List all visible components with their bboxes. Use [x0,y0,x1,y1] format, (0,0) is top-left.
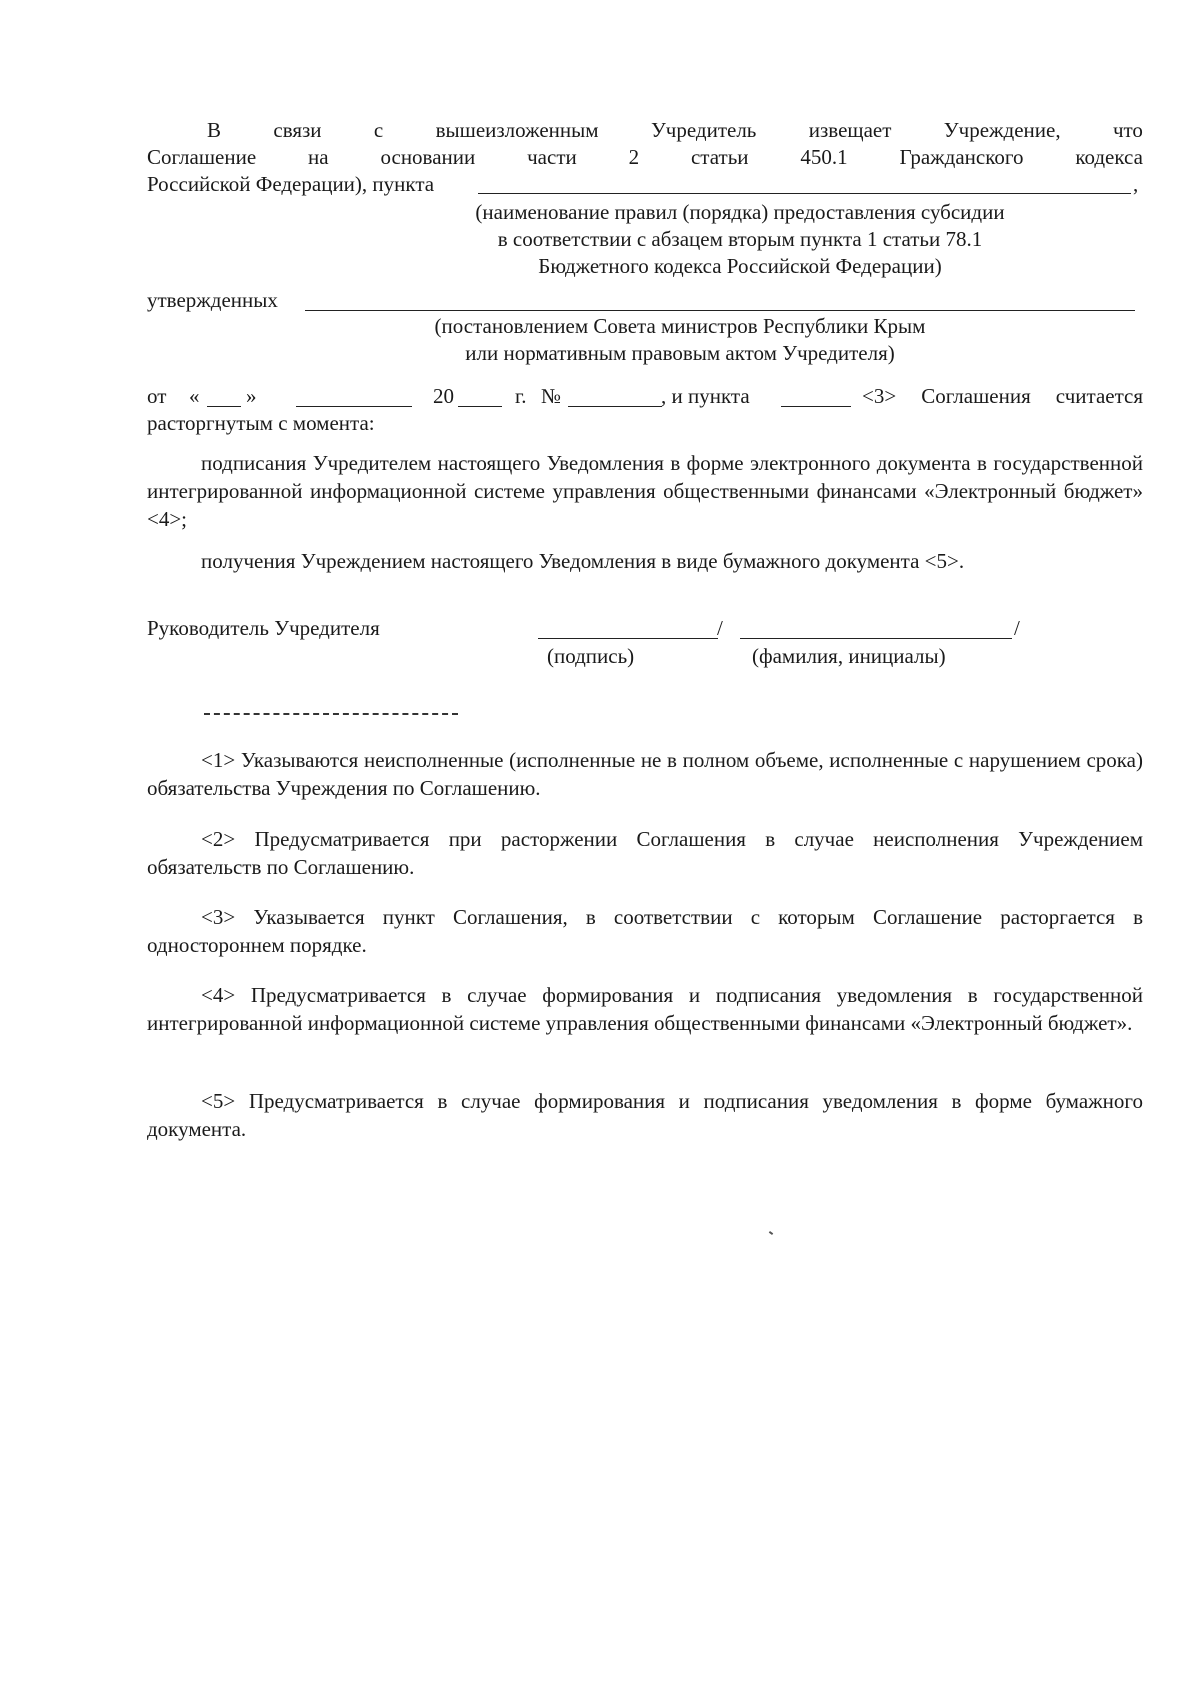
intro-word: кодекса [1075,145,1143,169]
rules-name-blank [478,193,1131,194]
year-suffix: г. [515,384,527,408]
approved-label: утвержденных [147,288,278,312]
signature-caption: (подпись) [547,644,635,668]
signature-blank [538,638,718,639]
date-open-quote: « [189,384,200,408]
intro-word: на [308,145,329,169]
option-paper [147,547,1143,575]
intro-word: Учредитель [650,118,757,142]
footnote-separator [204,713,458,715]
line-comma: , [1133,172,1139,196]
caption-line: (постановлением Совета министров Республики Крым [434,314,926,338]
intro-line-1 [207,117,1143,144]
number-sign: № [541,384,562,408]
footnote-text: <4> Предусматривается в случае формирования и подписания уведомления в государственной интегрированной информационной системе управления общественными финансами «Электронный бюджет». [147,983,1143,1035]
footnote-5 [147,1087,1143,1143]
option-electronic [147,449,1143,533]
day-blank [207,406,241,407]
intro-word: Гражданского [899,145,1024,169]
number-blank [568,406,662,407]
footnote-1 [147,746,1143,802]
intro-word: Учреждение, [943,118,1061,142]
intro-word: что [1112,118,1143,142]
caption-line: Бюджетного кодекса Российской Федерации) [538,254,942,278]
month-blank [296,406,412,407]
signature-slash: / [717,616,723,640]
footnote-text: <3> Указывается пункт Соглашения, в соответствии с которым Соглашение расторгается в одностороннем порядке. [147,905,1143,957]
intro-line-2 [147,144,1143,171]
intro-word: с [373,118,384,142]
intro-word: Соглашение [147,145,257,169]
footnote-2 [147,825,1143,881]
and-item-text: , и пункта [661,384,750,408]
intro-word: извещает [808,118,892,142]
scan-mark [769,1231,773,1235]
item-blank [781,406,851,407]
intro-word: статьи [690,145,749,169]
rules-caption [420,199,1060,280]
option-paper-text: получения Учреждением настоящего Уведомления в виде бумажного документа <5>. [201,549,965,573]
approved-by-blank [305,310,1135,311]
date-from: от [147,384,167,408]
caption-line: или нормативным правовым актом Учредителя) [465,341,895,365]
caption-line: (наименование правил (порядка) предоставления субсидии [475,200,1005,224]
intro-word: части [527,145,577,169]
intro-word: 2 [628,145,640,169]
footnote-3 [147,903,1143,959]
year-blank [458,406,502,407]
name-slash: / [1014,616,1020,640]
date-line-tail: <3> Соглашения считается [862,384,1143,408]
name-blank [740,638,1012,639]
intro-word: В [207,118,222,142]
year-prefix: 20 [433,384,454,408]
footnote-4 [147,981,1143,1037]
date-close-quote: » [246,384,257,408]
footnote-text: <1> Указываются неисполненные (исполненные не в полном объеме, исполненные с нарушением срока) обязательства Учреждения по Соглашению. [147,748,1143,800]
intro-word: основании [380,145,476,169]
intro-word: 450.1 [800,145,848,169]
name-caption: (фамилия, инициалы) [752,644,946,668]
caption-line: в соответствии с абзацем вторым пункта 1 статьи 78.1 [497,227,983,251]
head-label: Руководитель Учредителя [147,616,380,640]
intro-word: связи [273,118,322,142]
footnote-text: <2> Предусматривается при расторжении Соглашения в случае неисполнения Учреждением обязательств по Соглашению. [147,827,1143,879]
intro-line-3: Российской Федерации), пункта [147,172,435,196]
approved-caption [380,313,980,367]
option-electronic-text: подписания Учредителем настоящего Уведомления в форме электронного документа в государственной интегрированной информационной системе управления общественными финансами «Электронный бюджет» <4>; [147,451,1143,531]
footnote-text: <5> Предусматривается в случае формирования и подписания уведомления в форме бумажного документа. [147,1089,1143,1141]
terminated-text: расторгнутым с момента: [147,411,375,435]
intro-word: вышеизложенным [435,118,599,142]
